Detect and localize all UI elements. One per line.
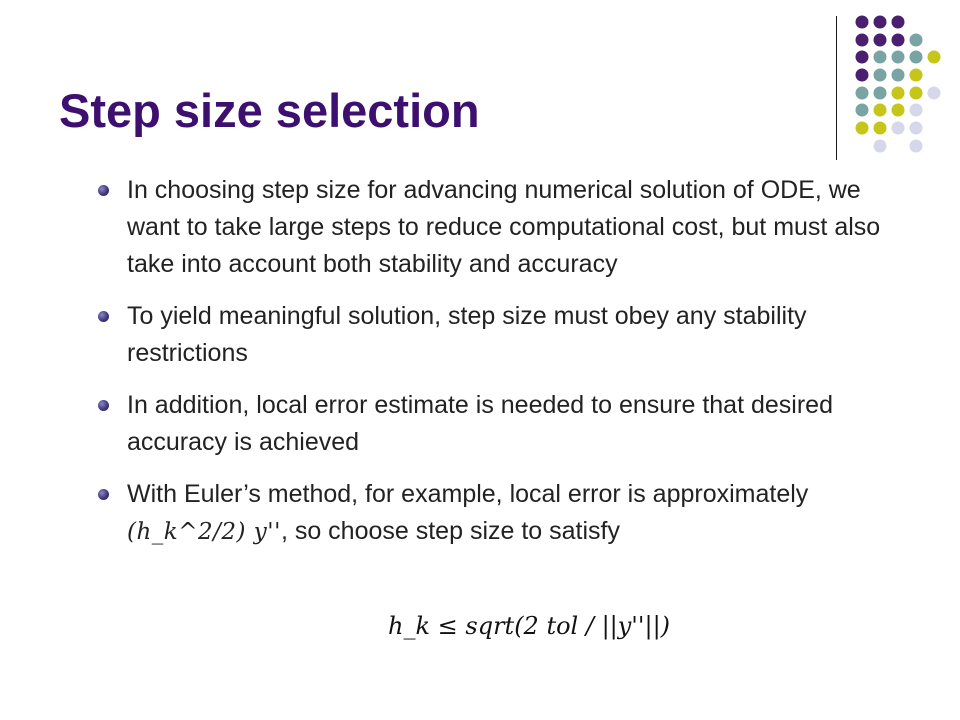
dot	[928, 51, 941, 64]
dot	[910, 51, 923, 64]
dot	[910, 140, 923, 153]
title-divider	[836, 16, 837, 160]
dot	[874, 69, 887, 82]
dot	[874, 140, 887, 153]
bullet-item	[127, 387, 907, 461]
dot	[910, 104, 923, 117]
dot	[874, 51, 887, 64]
dot	[910, 69, 923, 82]
dot	[856, 104, 869, 117]
bullet-list	[127, 172, 907, 566]
equation-rhs: sqrt(2 tol / ||y''||)	[465, 612, 671, 640]
dot	[856, 51, 869, 64]
dot	[910, 122, 923, 135]
dot	[874, 122, 887, 135]
dot	[856, 34, 869, 47]
dot	[856, 16, 869, 29]
dot	[892, 122, 905, 135]
dot	[856, 122, 869, 135]
dot	[874, 104, 887, 117]
bullet-text: To yield meaningful solution, step size must obey any stability restrictions	[127, 302, 807, 367]
dot	[910, 87, 923, 100]
dot	[892, 104, 905, 117]
bullet-item	[127, 172, 907, 283]
step-size-inequality	[388, 612, 670, 640]
dot	[892, 16, 905, 29]
equation-lhs: h_k	[388, 612, 430, 640]
dot	[874, 87, 887, 100]
bullet-dot-icon	[98, 489, 109, 500]
dot	[910, 34, 923, 47]
dot	[892, 51, 905, 64]
bullet-item	[127, 476, 907, 551]
bullet-dot-icon	[98, 400, 109, 411]
dot	[928, 87, 941, 100]
dot	[874, 16, 887, 29]
inline-formula: (h_k^2/2) y''	[127, 519, 281, 545]
slide-title: Step size selection	[59, 84, 480, 137]
bullet-text-after: , so choose step size to satisfy	[280, 517, 620, 545]
bullet-dot-icon	[98, 311, 109, 322]
bullet-text: In choosing step size for advancing numerical solution of ODE, we want to take large steps to reduce computational cost, but must also take into account both stability and accuracy	[127, 176, 881, 278]
dot	[892, 69, 905, 82]
dot	[856, 69, 869, 82]
dot	[874, 34, 887, 47]
bullet-item	[127, 298, 907, 372]
dot	[892, 87, 905, 100]
dot	[856, 87, 869, 100]
bullet-text: In addition, local error estimate is needed to ensure that desired accuracy is achieved	[127, 391, 833, 456]
dot	[892, 34, 905, 47]
bullet-text: With Euler’s method, for example, local error is approximately	[127, 480, 809, 508]
equation-relation: ≤	[437, 612, 458, 640]
bullet-dot-icon	[98, 185, 109, 196]
